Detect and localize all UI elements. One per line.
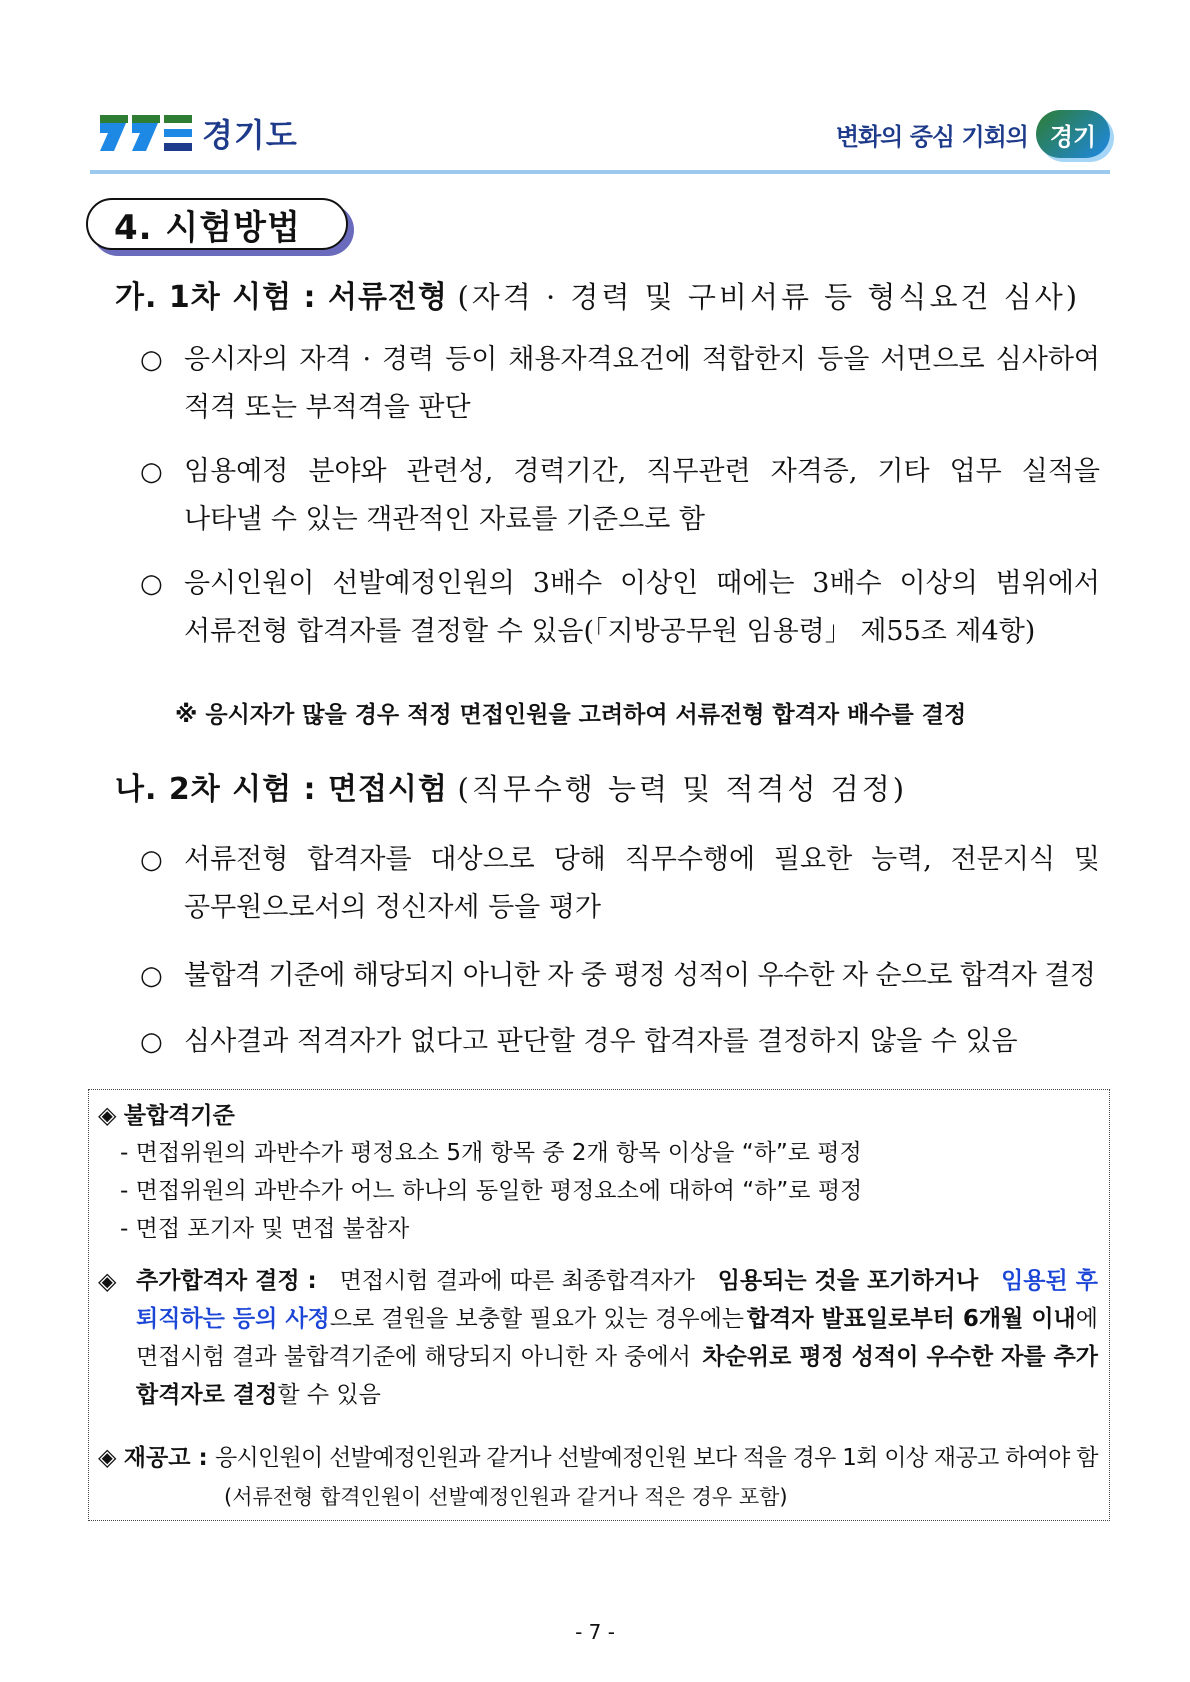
bullet-circle-icon: ○ [140,569,163,599]
extra-bold: 임용되는 것을 포기하거나 [717,1268,979,1294]
bullet-text: 심사결과 적격자가 없다고 판단할 경우 합격자를 결정하지 않을 수 있음 [184,1026,1018,1057]
bullet-text: 임용예정 분야와 관련성, 경력기간, 직무관련 자격증, 기타 업무 실적을 [184,456,1100,487]
bullet-circle-icon: ○ [140,961,163,991]
part2-bullet-1 [140,836,1100,932]
bullet-circle-icon: ○ [140,845,163,875]
extra-text: 으로 결원을 보충할 필요가 있는 경우에는 [329,1306,745,1332]
section-title: 4. 시험방법 [86,198,348,250]
bullet-text: 응시인원이 선발예정인원의 3배수 이상인 때에는 3배수 이상의 범위에서 [184,568,1100,599]
diamond-icon: ◈ [98,1101,117,1129]
fail-item: - 면접 포기자 및 면접 불참자 [120,1216,410,1242]
slogan-logo [836,110,1110,158]
gyeonggi-logo [100,110,298,156]
logo-text: 경기도 [202,116,298,154]
repost-subnote: (서류전형 합격인원이 선발예정인원과 같거나 적은 경우 포함) [224,1485,788,1509]
extra-text: 에 [1075,1306,1098,1332]
bullet-text-cont: 공무원으로서의 정신자세 등을 평가 [184,892,601,923]
part2-heading-title: 나. 2차 시험 : 면접시험 [115,772,448,807]
extra-bold: 합격자 발표일로부터 6개월 이내 [746,1306,1076,1332]
diamond-icon: ◈ [98,1443,117,1471]
bullet-text: 불합격 기준에 해당되지 아니한 자 중 평정 성적이 우수한 자 순으로 합격자 결정 [184,960,1096,991]
bullet-circle-icon: ○ [140,457,163,487]
fail-criteria-title [98,1096,235,1135]
bullet-text: 응시자의 자격 · 경력 등이 채용자격요건에 적합한지 등을 서면으로 심사하여 [184,344,1100,375]
part2-bullet-2 [140,952,1100,1000]
part2-bullet-3 [140,1018,1100,1066]
fail-criteria-label: 불합격기준 [123,1103,235,1129]
bullet-text: 서류전형 합격자를 대상으로 당해 직무수행에 필요한 능력, 전문지식 및 [184,844,1100,875]
extra-text: 할 수 있음 [277,1382,381,1408]
page-number: - 7 - [575,1620,615,1644]
extra-text: 면접시험 결과에 따른 최종합격자가 [339,1268,695,1294]
bullet-text-cont: 서류전형 합격자를 결정할 수 있음(「지방공무원 임용령」 제55조 제4항) [184,616,1036,647]
part1-heading-title: 가. 1차 시험 : 서류전형 [115,280,448,315]
part2-heading [115,764,907,808]
extra-pass-text [136,1262,1098,1414]
bullet-circle-icon: ○ [140,345,163,375]
repost-label: 재공고 : [123,1445,208,1471]
extra-pass-section [98,1262,1098,1414]
extra-pass-label: 추가합격자 결정 : [136,1268,317,1294]
part1-heading-paren: (자격 · 경력 및 구비서류 등 형식요건 심사) [457,280,1081,314]
part1-bullet-1 [140,336,1100,432]
part2-heading-paren: (직무수행 능력 및 적격성 검정) [457,772,908,806]
repost-section [98,1438,1098,1477]
extra-blue: 임용된 후 [1001,1268,1098,1294]
slogan-badge: 경기 [1036,110,1110,158]
part1-note: ※ 응시자가 많을 경우 적정 면접인원을 고려하여 서류전형 합격자 배수를 결정 [175,702,967,728]
diamond-icon: ◈ [98,1267,117,1295]
part1-heading [115,272,1080,316]
gyeonggi-logo-icon [100,115,192,151]
bullet-text-cont: 적격 또는 부적격을 판단 [184,392,471,423]
extra-bold: 합격자로 결정 [136,1382,278,1408]
bullet-circle-icon: ○ [140,1027,163,1057]
extra-blue: 퇴직하는 등의 사정 [136,1306,330,1332]
fail-item: - 면접위원의 과반수가 어느 하나의 동일한 평정요소에 대하여 “하”로 평정 [120,1178,863,1204]
repost-text: 응시인원이 선발예정인원과 같거나 선발예정인원 보다 적을 경우 1회 이상 재공고 하여야 함 [214,1445,1098,1471]
fail-item: - 면접위원의 과반수가 평정요소 5개 항목 중 2개 항목 이상을 “하”로 평정 [120,1140,862,1166]
extra-text: 면접시험 결과 불합격기준에 해당되지 아니한 자 중에서 [136,1344,691,1370]
slogan-text: 변화의 중심 기회의 [835,122,1028,151]
part1-bullet-3 [140,560,1100,656]
extra-bold: 차순위로 평정 성적이 우수한 자를 추가 [702,1344,1098,1370]
header-divider [90,170,1110,174]
bullet-text-cont: 나타낼 수 있는 객관적인 자료를 기준으로 함 [184,504,705,535]
part1-bullet-2 [140,448,1100,544]
